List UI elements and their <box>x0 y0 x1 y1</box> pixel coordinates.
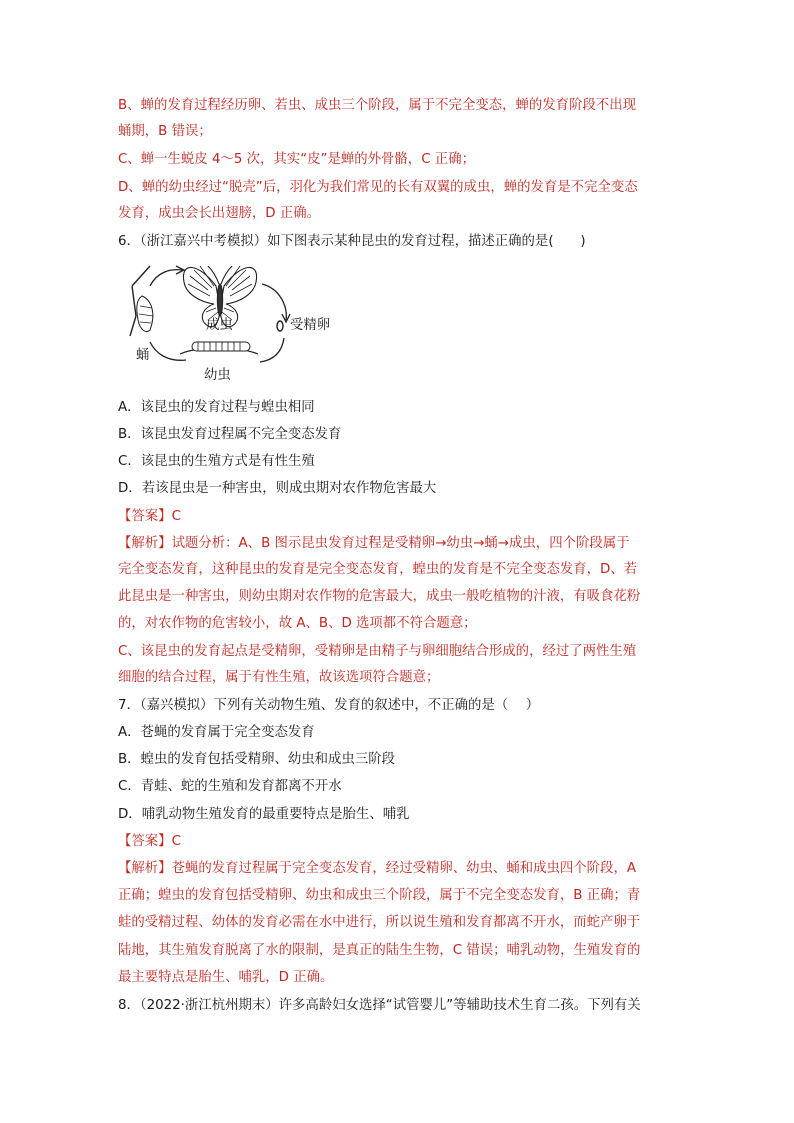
q7-stem: 7．（嘉兴模拟）下列有关动物生殖、发育的叙述中，不正确的是（ ） <box>118 698 540 713</box>
q7-option-b: B．蝗虫的发育包括受精卵、幼虫和成虫三阶段 <box>118 752 395 767</box>
q6-analysis-text-1: 试题分析：A、B 图示昆虫发育过程是受精卵→幼虫→蛹→成虫，四个阶段属于 <box>171 536 630 551</box>
prev-explanation-d-line2: 发育，成虫会长出翅膀，D 正确。 <box>118 206 321 221</box>
q7-analysis-line-3: 蛙的受精过程、幼体的发育必需在水中进行，所以说生殖和发育都离不开水，而蛇产卵于 <box>118 915 641 930</box>
q7-analysis-tag: 【解析】 <box>118 861 172 876</box>
q6-analysis-tag: 【解析】 <box>118 536 172 551</box>
egg-icon <box>277 321 283 331</box>
q6-option-a: A．该昆虫的发育过程与蝗虫相同 <box>118 400 315 415</box>
q6-analysis-line-6: 细胞的结合过程，属于有性生殖，故该选项符合题意； <box>118 670 440 685</box>
q6-answer-value: C <box>171 509 181 524</box>
q7-option-c: C．青蛙、蛇的生殖和发育都离不开水 <box>118 779 342 794</box>
q6-option-c: C．该昆虫的生殖方式是有性生殖 <box>118 454 315 469</box>
label-adult: 成虫 <box>206 318 233 333</box>
pupa-icon <box>130 266 153 336</box>
q7-answer <box>118 832 678 852</box>
q6-option-b: B．该昆虫发育过程属不完全变态发育 <box>118 427 342 442</box>
q7-answer-tag: 【答案】 <box>118 834 172 849</box>
life-cycle-diagram <box>128 256 368 386</box>
q7-analysis-line-2: 正确；蝗虫的发育包括受精卵、幼虫和成虫三个阶段，属于不完全变态发育，B 正确；青 <box>118 888 641 903</box>
q7-analysis-text-1: 苍蝇的发育过程属于完全变态发育，经过受精卵、幼虫、蛹和成虫四个阶段，A <box>171 861 637 876</box>
q6-analysis-line-3: 此昆虫是一种害虫，则幼虫期对农作物的危害最大，成虫一般吃植物的汁液，有吸食花粉 <box>118 589 641 604</box>
prev-explanation-b-line2: 蛹期，B 错误； <box>118 124 212 139</box>
q8-stem: 8．（2022·浙江杭州期末）许多高龄妇女选择“试管婴儿”等辅助技术生育二孩。下列有关 <box>118 998 641 1013</box>
label-pupa: 蛹 <box>136 348 150 363</box>
caterpillar-larva-icon <box>180 342 258 354</box>
q6-analysis-line-4: 的，对农作物的危害较小，故 A、B、D 选项都不符合题意； <box>118 616 477 631</box>
prev-explanation-c-line: C、蝉一生蜕皮 4～5 次，其实“皮”是蝉的外骨骼，C 正确； <box>118 152 475 167</box>
q6-answer-tag: 【答案】 <box>118 509 172 524</box>
label-larva: 幼虫 <box>204 368 231 383</box>
q6-analysis-line-1 <box>118 534 678 554</box>
insect-life-cycle-figure <box>128 256 368 386</box>
q6-answer <box>118 507 678 527</box>
q7-analysis-line-1 <box>118 859 678 879</box>
arrow-larva-to-pupa <box>150 342 186 360</box>
q6-option-d: D．若该昆虫是一种害虫，则成虫期对农作物危害最大 <box>118 481 437 496</box>
q7-analysis-line-5: 最主要特点是胎生、哺乳，D 正确。 <box>118 970 334 985</box>
prev-explanation-b-line1: B、蝉的发育过程经历卵、若虫、成虫三个阶段，属于不完全变态，蝉的发育阶段不出现 <box>118 98 637 113</box>
arrow-pupa-to-adult <box>150 270 182 286</box>
q7-answer-value: C <box>171 834 181 849</box>
label-egg: 受精卵 <box>290 318 331 333</box>
q7-option-a: A．苍蝇的发育属于完全变态发育 <box>118 725 315 740</box>
arrow-egg-to-larva <box>260 338 284 362</box>
q6-stem: 6．（浙江嘉兴中考模拟）如下图表示某种昆虫的发育过程，描述正确的是( ) <box>118 234 586 249</box>
q7-option-d: D．哺乳动物生殖发育的最重要特点是胎生、哺乳 <box>118 807 410 822</box>
q6-analysis-line-2: 完全变态发育，这种昆虫的发育是完全变态发育，蝗虫的发育是不完全变态发育，D、若 <box>118 562 638 577</box>
q7-analysis-line-4: 陆地，其生殖发育脱离了水的限制，是真正的陆生生物，C 错误；哺乳动物，生殖发育的 <box>118 943 641 958</box>
q6-analysis-line-5: C、该昆虫的发育起点是受精卵，受精卵是由精子与卵细胞结合形成的，经过了两性生殖 <box>118 644 637 659</box>
prev-explanation-d-line1: D、蝉的幼虫经过“脱壳”后，羽化为我们常见的长有双翼的成虫，蝉的发育是不完全变态 <box>118 180 638 195</box>
